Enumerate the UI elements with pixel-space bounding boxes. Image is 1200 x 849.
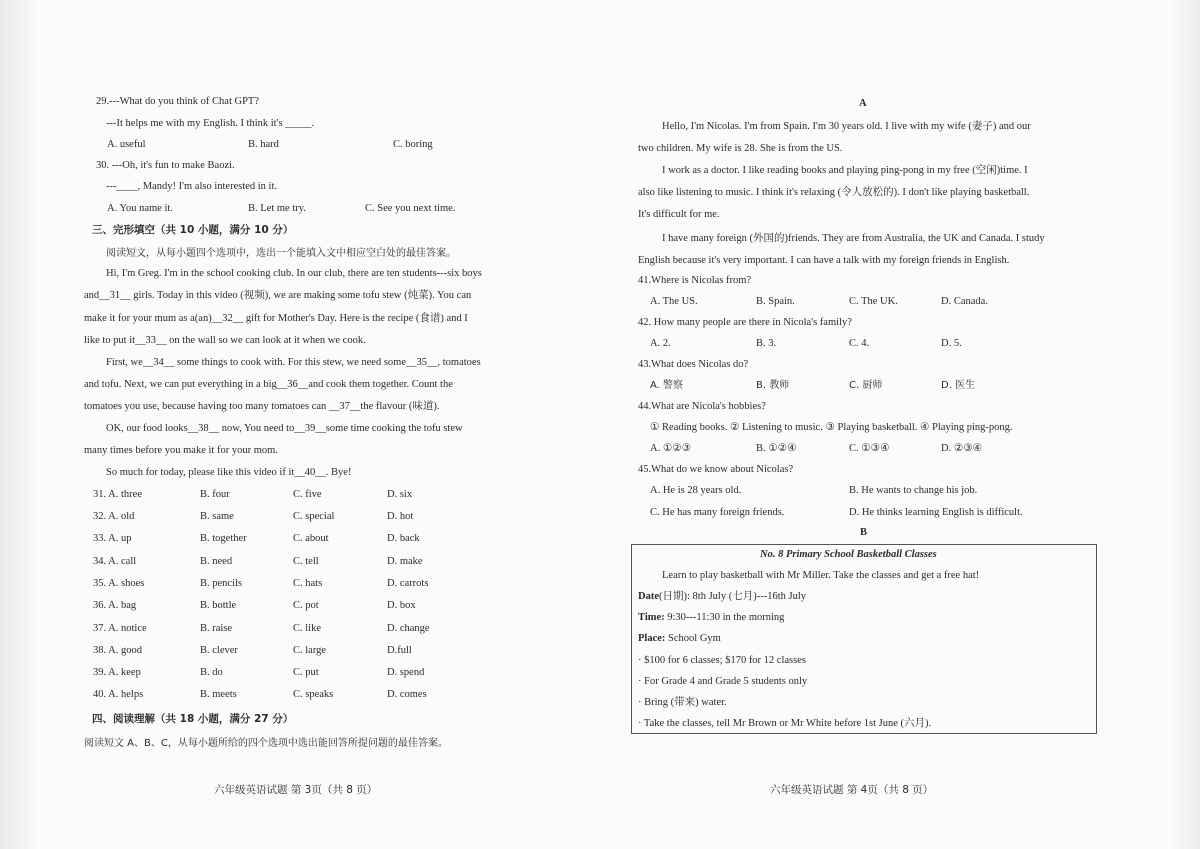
option-d: D. six	[387, 489, 413, 500]
passage-line: tomatoes you use, because having too many tomatoes can __37__the flavour (味道).	[84, 401, 440, 412]
passage-a-label: A	[859, 98, 867, 109]
passage-line: OK, our food looks__38__ now, You need to__39__some time cooking the tofu stew	[106, 423, 463, 434]
q41-option-c: C. The UK.	[849, 296, 898, 307]
passage-line: So much for today, please like this video if it__40__. Bye!	[106, 467, 352, 478]
ad-time-text: 9:30---11:30 in the morning	[664, 612, 785, 623]
option-d: D. change	[387, 623, 430, 634]
q30-reply: ---____, Mandy! I'm also interested in it.	[106, 181, 278, 192]
option-b: B. need	[200, 556, 233, 567]
passage-a-line: English because it's very important. I can have a talk with my foreign friends in English.	[638, 255, 1010, 266]
passage-line: and tofu. Next, we can put everything in a big__36__and cook them together. Count the	[84, 379, 453, 390]
q45-stem: 45.What do we know about Nicolas?	[638, 464, 794, 475]
option-c: C. like	[293, 623, 321, 634]
q45-option-b: B. He wants to change his job.	[849, 485, 978, 496]
passage-line: First, we__34__ some things to cook with. For this stew, we need some__35__, tomatoes	[106, 357, 481, 368]
passage-a-line: two children. My wife is 28. She is from the US.	[638, 143, 843, 154]
ad-date-label: Date	[638, 591, 659, 602]
q42-option-c: C. 4.	[849, 338, 870, 349]
q30-stem: 30. ---Oh, it's fun to make Baozi.	[96, 160, 235, 171]
option-b: B. same	[200, 511, 234, 522]
option-a: 35. A. shoes	[93, 578, 145, 589]
option-c: C. tell	[293, 556, 319, 567]
page-footer-left: 六年级英语试题 第 3页（共 8 页）	[214, 784, 378, 796]
section4-instruction: 阅读短文 A、B、C，从每小题所给的四个选项中选出能回答所提问题的最佳答案。	[84, 738, 448, 749]
option-a: 40. A. helps	[93, 689, 144, 700]
option-a: 32. A. old	[93, 511, 135, 522]
ad-bullet: · Bring (带来) water.	[638, 697, 727, 708]
q43-option-c: C. 厨师	[849, 380, 883, 391]
ad-date	[638, 591, 806, 604]
scan-shadow-left	[0, 0, 38, 849]
q45-option-a: A. He is 28 years old.	[650, 485, 742, 496]
scan-shadow-right	[1170, 0, 1200, 849]
q43-stem: 43.What does Nicolas do?	[638, 359, 749, 370]
q29-option-c: C. boring	[393, 139, 433, 150]
option-a: 39. A. keep	[93, 667, 141, 678]
option-d: D.full	[387, 645, 412, 656]
q29-option-a: A. useful	[107, 139, 146, 150]
q42-stem: 42. How many people are there in Nicola's family?	[638, 317, 852, 328]
passage-line: make it for your mum as a(an)__32__ gift for Mother's Day. Here is the recipe (食谱) and I	[84, 313, 468, 324]
passage-a-line: I have many foreign (外国的)friends. They are from Australia, the UK and Canada. I study	[662, 233, 1045, 244]
page-footer-right: 六年级英语试题 第 4页（共 8 页）	[770, 784, 934, 796]
q29-reply: ---It helps me with my English. I think it's _____.	[106, 118, 315, 129]
ad-title: No. 8 Primary School Basketball Classes	[760, 549, 937, 560]
ad-place	[638, 633, 721, 646]
q41-option-a: A. The US.	[650, 296, 698, 307]
option-b: B. meets	[200, 689, 237, 700]
ad-time-label: Time:	[638, 612, 665, 623]
option-d: D. carrots	[387, 578, 429, 589]
option-d: D. hot	[387, 511, 414, 522]
q44-option-c: C. ①③④	[849, 443, 890, 454]
q45-option-c: C. He has many foreign friends.	[650, 507, 785, 518]
q44-option-a: A. ①②③	[650, 443, 692, 454]
option-b: B. pencils	[200, 578, 242, 589]
option-a: 38. A. good	[93, 645, 143, 656]
q44-option-b: B. ①②④	[756, 443, 797, 454]
passage-line: like to put it__33__ on the wall so we can look at it when we cook.	[84, 335, 366, 346]
ad-place-text: School Gym	[665, 633, 721, 644]
option-b: B. together	[200, 533, 247, 544]
option-a: 34. A. call	[93, 556, 137, 567]
option-c: C. special	[293, 511, 335, 522]
option-c: C. large	[293, 645, 327, 656]
option-b: B. raise	[200, 623, 233, 634]
q41-stem: 41.Where is Nicolas from?	[638, 275, 752, 286]
q30-option-a: A. You name it.	[107, 203, 173, 214]
section4-heading: 四、阅读理解（共 18 小题，满分 27 分）	[92, 713, 294, 725]
section3-instruction: 阅读短文，从每小题四个选项中，选出一个能填入文中相应空白处的最佳答案。	[106, 248, 456, 259]
q30-option-c: C. See you next time.	[365, 203, 456, 214]
ad-intro: Learn to play basketball with Mr Miller. Take the classes and get a free hat!	[662, 570, 980, 581]
option-d: D. spend	[387, 667, 425, 678]
passage-b-label: B	[860, 527, 868, 538]
option-b: B. clever	[200, 645, 238, 656]
option-c: C. about	[293, 533, 329, 544]
passage-line: many times before you make it for your mom.	[84, 445, 278, 456]
option-b: B. do	[200, 667, 223, 678]
option-c: C. hats	[293, 578, 323, 589]
q29-option-b: B. hard	[248, 139, 279, 150]
passage-a-line: I work as a doctor. I like reading books and playing ping-pong in my free (空闲)time. I	[662, 165, 1028, 176]
q29-stem: 29.---What do you think of Chat GPT?	[96, 96, 260, 107]
option-d: D. back	[387, 533, 420, 544]
q30-option-b: B. Let me try.	[248, 203, 306, 214]
option-c: C. speaks	[293, 689, 334, 700]
q44-option-d: D. ②③④	[941, 443, 983, 454]
ad-bullet: · $100 for 6 classes; $170 for 12 classes	[638, 655, 806, 666]
section3-heading: 三、完形填空（共 10 小题，满分 10 分）	[92, 224, 294, 236]
q43-option-d: D. 医生	[941, 380, 976, 391]
ad-place-label: Place:	[638, 633, 666, 644]
ad-bullet: · For Grade 4 and Grade 5 students only	[638, 676, 808, 687]
option-a: 36. A. bag	[93, 600, 137, 611]
q44-items: ① Reading books. ② Listening to music. ③ Playing basketball. ④ Playing ping-pong.	[650, 422, 1013, 433]
q43-option-b: B. 教师	[756, 380, 790, 391]
option-a: 31. A. three	[93, 489, 142, 500]
q43-option-a: A. 警察	[650, 380, 684, 391]
ad-bullet: · Take the classes, tell Mr Brown or Mr White before 1st June (六月).	[638, 718, 932, 729]
option-a: 33. A. up	[93, 533, 132, 544]
option-a: 37. A. notice	[93, 623, 147, 634]
q42-option-a: A. 2.	[650, 338, 671, 349]
q41-option-b: B. Spain.	[756, 296, 795, 307]
q42-option-d: D. 5.	[941, 338, 962, 349]
option-d: D. box	[387, 600, 416, 611]
q45-option-d: D. He thinks learning English is difficult.	[849, 507, 1023, 518]
option-c: C. pot	[293, 600, 319, 611]
option-b: B. four	[200, 489, 230, 500]
q44-stem: 44.What are Nicola's hobbies?	[638, 401, 766, 412]
q41-option-d: D. Canada.	[941, 296, 988, 307]
option-c: C. five	[293, 489, 322, 500]
ad-date-text: (日期): 8th July (七月)---16th July	[659, 591, 806, 602]
option-d: D. make	[387, 556, 423, 567]
passage-a-line: Hello, I'm Nicolas. I'm from Spain. I'm 30 years old. I live with my wife (妻子) and our	[662, 121, 1031, 132]
passage-line: Hi, I'm Greg. I'm in the school cooking club. In our club, there are ten students---six boys	[106, 268, 482, 279]
option-d: D. comes	[387, 689, 427, 700]
passage-a-line: It's difficult for me.	[638, 209, 720, 220]
option-c: C. put	[293, 667, 319, 678]
ad-time	[638, 612, 784, 625]
passage-a-line: also like listening to music. I think it's relaxing (令人放松的). I don't like playing basketball.	[638, 187, 1030, 198]
passage-line: and__31__ girls. Today in this video (视频), we are making some tofu stew (炖菜). You can	[84, 290, 472, 301]
option-b: B. bottle	[200, 600, 237, 611]
q42-option-b: B. 3.	[756, 338, 777, 349]
